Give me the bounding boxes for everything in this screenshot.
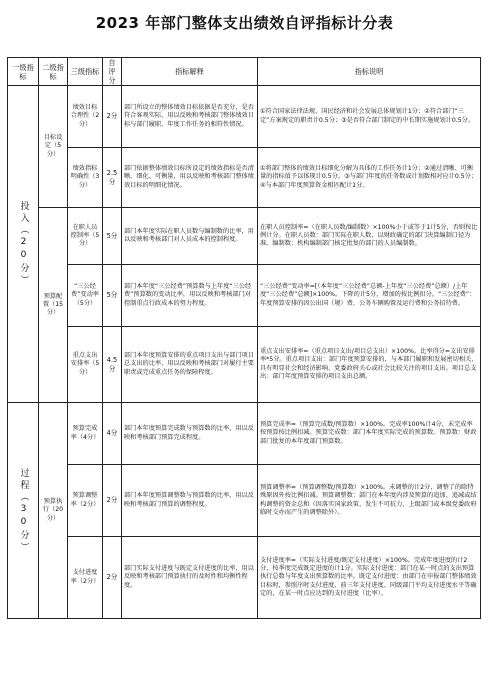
l1-input-cell <box>8 86 39 403</box>
table-row <box>8 265 481 327</box>
table-row <box>8 148 481 208</box>
l2-budget-cell: 预算配置（15分） <box>39 208 68 403</box>
header-desc: 指标说明 <box>258 58 481 86</box>
l2-goal-cell: 目标设定（5分） <box>39 86 68 208</box>
l3-cell: 在职人员控制率（5分） <box>68 208 103 265</box>
l3-cell: 绩效指标明确性（3分） <box>68 148 103 208</box>
score-cell: 4.5分 <box>103 327 122 403</box>
score-table <box>7 57 481 619</box>
explain-cell: 部门依据整体绩效目标所设定的绩效指标是否清晰、细化、可衡量，用以反映和考核部门整体绩效目标的明细化情况。 <box>122 148 258 208</box>
table-row <box>8 403 481 465</box>
desc-cell: 预算完成率=（预算完成数/预算数）×100%。完成率100%计4分，未完成率按预算按比例扣减。预算完成数：部门本年度实际完成的预算数。预算数：财政部门批复的本年度部门预算数。 <box>258 403 481 465</box>
l1-process-label: 过程（30分） <box>18 467 29 554</box>
table-row <box>8 86 481 148</box>
table-header-row <box>8 58 481 86</box>
header-l2: 二级指标 <box>39 58 68 86</box>
score-cell: 5分 <box>103 208 122 265</box>
l3-cell: “三公经费”变动率（5分） <box>68 265 103 327</box>
explain-cell: 部门本年度实际在职人员数与编制数的比率，用以反映和考核部门对人员成本的控制程度。 <box>122 208 258 265</box>
table-row <box>8 208 481 265</box>
header-score: 自评分 <box>103 58 122 86</box>
desc-cell: 重点支出安排率=（重点项目支出/项目总支出）×100%。比率得分=支出安排率*5分。重点项目支出：部门年度预算安排的，与本部门履职和发展密切相关、具有明显社会和经济影响、党委政府关心或社会比较关注的项目支出。项目总支出：部门年度预算安排的项目支出总额。 <box>258 327 481 403</box>
l3-cell: 预算调整率（2分） <box>68 465 103 537</box>
table-row <box>8 465 481 537</box>
explain-cell: 部门本年度预算调整数与预算数的比率，用以反映和考核部门预算的调整程度。 <box>122 465 258 537</box>
l1-input-label: 投入（20分） <box>18 201 29 287</box>
explain-cell: 部门本年度预算安排的重点项目支出与部门项目总支出的比率，用以反映和考核部门对履行主要职责或完成重点任务的保障程度。 <box>122 327 258 403</box>
desc-cell: 预算调整率=（预算调整数/预算数）×100%。未调整的计2分，调整了的除特殊原因外按比例扣减。预算调整数：部门在本年度内涉及预算的追加、追减或结构调整的资金总和（因落实国家政策、发生不可抗力、上级部门或本级党委政府临时交办而产生的调整除外）。 <box>258 465 481 537</box>
explain-cell: 部门本年度预算完成数与预算数的比率，用以反映和考核部门预算完成程度。 <box>122 403 258 465</box>
l3-cell: 重点支出安排率（5分） <box>68 327 103 403</box>
page-title: 2023 年部门整体支出绩效自评指标计分表 <box>95 14 394 32</box>
l1-process-cell <box>8 403 39 619</box>
score-cell: 4分 <box>103 403 122 465</box>
desc-cell: “三公经费”变动率=[（本年度“三公经费”总额-上年度“三公经费”总额）/上年度“三公经费”总额]×100%。下降的计5分，增加的按比例扣分。“三公经费”：年度预算安排的因公出国（境）费、公务车辆购置及运行费和公务招待费。 <box>258 265 481 327</box>
score-cell: 2分 <box>103 465 122 537</box>
desc-cell: ①符合国家法律法规、国民经济和社会发展总体规划计1分；②符合部门“三定”方案规定的职责计0.5分；③是否符合部门制定的中长期实施规划计0.5分。 <box>258 86 481 148</box>
l3-cell: 绩效目标合理性（2分） <box>68 86 103 148</box>
header-l3: 三级指标 <box>68 58 103 86</box>
table-row <box>8 537 481 619</box>
score-cell: 2分 <box>103 537 122 619</box>
explain-cell: 部门实际支付进度与既定支付进度的比率，用以反映和考核部门预算执行的及时性和均衡性程度。 <box>122 537 258 619</box>
desc-cell: 支付进度率=（实际支付进度/既定支付进度）×100%。完成年度进度的计2分，按季度完成既定进度的计1分。实际支付进度：部门在某一时点的支出预算执行总数与年度支出预算数的比率。既定支付进度：由部门在申报部门整体绩效目标时，参照序时支付进度、前三年支付进度、同级部门平均支付进度水平等确定的，在某一时点应达到的支付进度（比率）。 <box>258 537 481 619</box>
l3-cell: 预算完成率（4分） <box>68 403 103 465</box>
table-row <box>8 327 481 403</box>
explain-cell: 部门本年度“三公经费”预算数与上年度“三公经费”预算数的变动比率，用以反映和考核部门对控制重点行政成本的努力程度。 <box>122 265 258 327</box>
l3-cell: 支付进度率（2分） <box>68 537 103 619</box>
desc-cell: 在职人员控制率=（在职人员数/编制数）×100%小于或等于1计5分，否则按比例计分。在职人员数：部门实际在职人数，以财政确定的部门决算编制口径为准。编制数：机构编制部门核定批复的部门的人员编制数。 <box>258 208 481 265</box>
desc-cell: ①将部门整体的绩效目标细化分解为具体的工作任务计1分；②通过清晰、可衡量的指标值予以体现计0.5分。③与部门年度的任务数或计划数相对应计0.5分；④与本部门年度预算资金相匹配计1分。 <box>258 148 481 208</box>
header-explain: 指标解释 <box>122 58 258 86</box>
header-l1: 一级指标 <box>8 58 39 86</box>
score-cell: 5分 <box>103 265 122 327</box>
explain-cell: 部门所设立的整体绩效目标依据是否充分，是否符合客观实际，用以反映和考核部门整体绩效目标与部门履职、年度工作任务的相符性情况。 <box>122 86 258 148</box>
score-cell: 2分 <box>103 86 122 148</box>
score-cell: 2.5分 <box>103 148 122 208</box>
l2-exec-cell: 预算执行（20分） <box>39 403 68 619</box>
